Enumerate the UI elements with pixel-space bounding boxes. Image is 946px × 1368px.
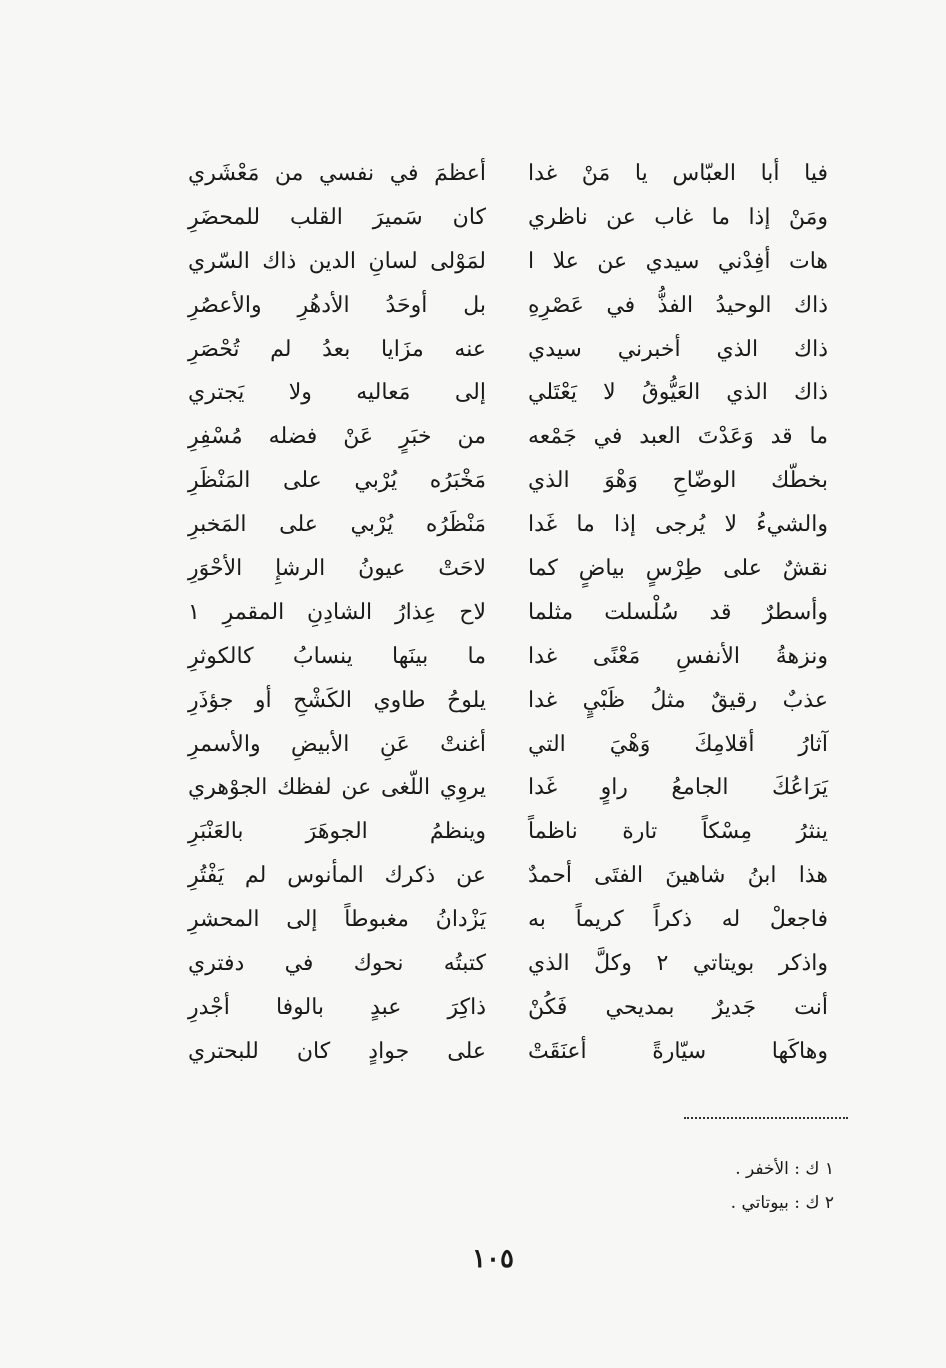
first-hemistich: وأسطرٌ قد سُلْسلت مثلما (528, 599, 828, 625)
first-hemistich: ومَنْ إذا ما غاب عن ناظري (528, 204, 828, 230)
second-hemistich: عنه مزَايا بعدُ لم تُحْصَرِ (188, 336, 486, 362)
verse (188, 196, 828, 240)
verse (188, 942, 828, 986)
first-hemistich: ونزهةُ الأنفسِ مَعْنًى غدا (528, 643, 828, 669)
second-hemistich: من خبَرٍ عَنْ فضله مُسْفِرِ (188, 424, 486, 450)
verse (188, 635, 828, 679)
footnote: ١ ك : الأخفر . (735, 1159, 834, 1179)
second-hemistich: لمَوْلى لسانِ الدين ذاك السّري (188, 248, 486, 274)
first-hemistich: واذكر بويتاتي ٢ وكلَّ الذي (528, 950, 829, 976)
page-number: ١٠٥ (472, 1244, 514, 1274)
second-hemistich: يلوحُ طاوي الكَشْحِ أو جؤذَرِ (188, 687, 486, 713)
verse (188, 1030, 828, 1074)
verse (188, 371, 828, 415)
verse (188, 328, 828, 372)
second-hemistich: مَخْبَرُه يُرْبي على المَنْظَرِ (188, 468, 486, 494)
second-hemistich: كتبتُه نحوك في دفتري (188, 950, 486, 976)
first-hemistich: ينثرُ مِسْكاً تارة ناظماً (528, 819, 828, 845)
second-hemistich: بل أوحَدُ الأدهُرِ والأعصُرِ (188, 292, 486, 318)
footnote: ٢ ك : بيوتاتي . (730, 1193, 834, 1213)
second-hemistich: على جوادٍ كان للبحتري (188, 1038, 486, 1064)
first-hemistich: فاجعلْ له ذكراً كريماً به (528, 907, 828, 933)
second-hemistich: وينظمُ الجوهَرَ بالعَنْبَرِ (188, 819, 486, 845)
verse (188, 591, 828, 635)
verse (188, 723, 828, 767)
verse (188, 284, 828, 328)
second-hemistich: أعظمَ في نفسي من مَعْشَري (188, 160, 486, 186)
first-hemistich: ذاك الذي أخبرني سيدي (528, 336, 828, 362)
first-hemistich: هات أفِدْني سيدي عن علا ا (528, 248, 828, 274)
first-hemistich: فيا أبا العبّاس يا مَنْ غدا (528, 160, 828, 186)
first-hemistich: ذاك الوحيدُ الفذُّ في عَصْرِهِ (528, 292, 828, 318)
first-hemistich: ما قد وَعَدْتَ العبد في جَمْعه (528, 424, 828, 450)
first-hemistich: أنت جَديرٌ بمديحي فَكُنْ (528, 994, 828, 1020)
second-hemistich: إلى مَعاليه ولا يَجتري (188, 380, 486, 406)
second-hemistich: ما بينَها ينسابُ كالكوثرِ (188, 643, 486, 669)
verse (188, 547, 828, 591)
verse (188, 898, 828, 942)
first-hemistich: نقشٌ على طِرْسٍ بياضٍ كما (528, 555, 828, 581)
verse (188, 854, 828, 898)
first-hemistich: وهاكَها سيّارةً أعنَقَتْ (528, 1038, 828, 1064)
verse (188, 503, 828, 547)
verse (188, 810, 828, 854)
second-hemistich: كان سَميرَ القلب للمحضَرِ (188, 204, 486, 230)
second-hemistich: يروِي اللّغى عن لفظك الجوْهري (188, 775, 486, 801)
footnotes (534, 1152, 834, 1220)
first-hemistich: يَرَاعُكَ الجامعُ راوٍ غَدا (528, 775, 828, 801)
second-hemistich: يَزْدانُ مغبوطاً إلى المحشرِ (188, 907, 486, 933)
first-hemistich: آثارُ أقلامِكَ وَهْيَ التي (528, 731, 828, 757)
footnote-separator (684, 1117, 848, 1119)
second-hemistich: أغنتْ عَنِ الأبيضِ والأسمرِ (188, 731, 486, 757)
verse (188, 240, 828, 284)
second-hemistich: لاحَتْ عيونُ الرشإِ الأحْوَرِ (188, 555, 486, 581)
verse (188, 986, 828, 1030)
verse (188, 679, 828, 723)
verse (188, 152, 828, 196)
second-hemistich: لاح عِذارُ الشادِنِ المقمرِ ١ (188, 599, 486, 625)
first-hemistich: ذاك الذي العَيُّوقُ لا يَعْتَلي (528, 380, 828, 406)
first-hemistich: هذا ابنُ شاهينَ الفتَى أحمدٌ (528, 863, 828, 889)
poem (188, 152, 828, 1074)
verse (188, 459, 828, 503)
second-hemistich: عن ذكرك المأنوس لم يَفْتُرِ (188, 863, 486, 889)
verse (188, 415, 828, 459)
verse (188, 766, 828, 810)
second-hemistich: ذاكِرَ عبدٍ بالوفا أجْدرِ (188, 994, 486, 1020)
first-hemistich: والشيءُ لا يُرجى إذا ما غَدا (528, 512, 828, 538)
second-hemistich: مَنْظَرُه يُرْبي على المَخبرِ (188, 512, 486, 538)
first-hemistich: عذبٌ رقيقٌ مثلُ ظَبْيٍ غدا (528, 687, 828, 713)
first-hemistich: بخطّك الوضّاحِ وَهْوَ الذي (528, 468, 828, 494)
